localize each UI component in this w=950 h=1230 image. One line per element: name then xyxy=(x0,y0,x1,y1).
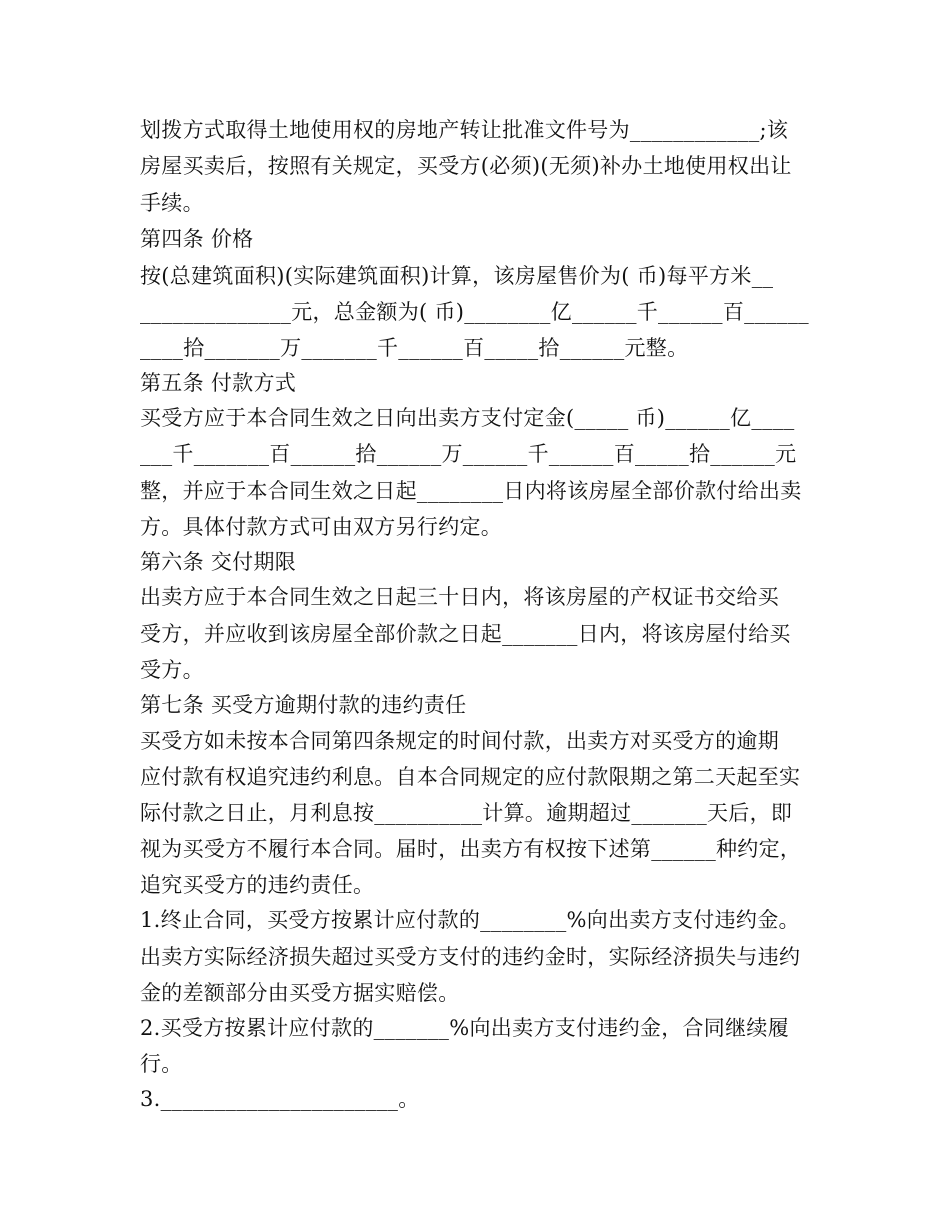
list-item: 2.买受方按累计应付款的_______%向出卖方支付违约金，合同继续履 xyxy=(140,1016,789,1040)
text-line: ___千_______百______拾______万______千______百_____拾______元 xyxy=(140,442,797,466)
text-line: 际付款之日止，月利息按__________计算。逾期超过_______天后，即 xyxy=(140,801,793,825)
text-line: 受方，并应收到该房屋全部价款之日起_______日内，将该房屋付给买 xyxy=(140,622,791,646)
text-line: 金的差额部分由买受方据实赔偿。 xyxy=(140,981,460,1005)
list-item: 3.______________________。 xyxy=(140,1087,420,1111)
text-line: 行。 xyxy=(140,1052,183,1076)
section-heading: 第五条 付款方式 xyxy=(140,371,297,395)
text-line: 受方。 xyxy=(140,658,204,682)
list-item: 1.终止合同，买受方按累计应付款的________%向出卖方支付违约金。 xyxy=(140,908,800,932)
text-line: ____拾_______万_______千______百_____拾______元整。 xyxy=(140,336,689,360)
text-line: 按(总建筑面积)(实际建筑面积)计算，该房屋售价为( 币)每平方米__ xyxy=(140,264,774,288)
text-line: 出卖方应于本合同生效之日起三十日内，将该房屋的产权证书交给买 xyxy=(140,585,779,609)
section-heading: 第七条 买受方逾期付款的违约责任 xyxy=(140,693,467,717)
text-line: ______________元，总金额为( 币)________亿______千______百______ xyxy=(140,300,809,324)
text-line: 买受方如未按本合同第四条规定的时间付款，出卖方对买受方的逾期 xyxy=(140,729,779,753)
text-line: 追究买受方的违约责任。 xyxy=(140,873,375,897)
text-line: 应付款有权追究违约利息。自本合同规定的应付款限期之第二天起至实 xyxy=(140,765,801,789)
text-line: 手续。 xyxy=(140,191,204,215)
section-heading: 第四条 价格 xyxy=(140,227,254,251)
text-line: 划拨方式取得土地使用权的房地产转让批准文件号为____________;该 xyxy=(140,118,789,142)
text-line: 出卖方实际经济损失超过买受方支付的违约金时，实际经济损失与违约 xyxy=(140,945,801,969)
text-line: 买受方应于本合同生效之日向出卖方支付定金(_____ 币)______亿____ xyxy=(140,406,795,430)
text-line: 方。具体付款方式可由双方另行约定。 xyxy=(140,515,503,539)
text-line: 视为买受方不履行本合同。届时，出卖方有权按下述第______种约定， xyxy=(140,837,802,861)
text-line: 房屋买卖后，按照有关规定，买受方(必须)(无须)补办土地使用权出让 xyxy=(140,154,792,178)
section-heading: 第六条 交付期限 xyxy=(140,550,297,574)
text-line: 整，并应于本合同生效之日起________日内将该房屋全部价款付给出卖 xyxy=(140,479,802,503)
